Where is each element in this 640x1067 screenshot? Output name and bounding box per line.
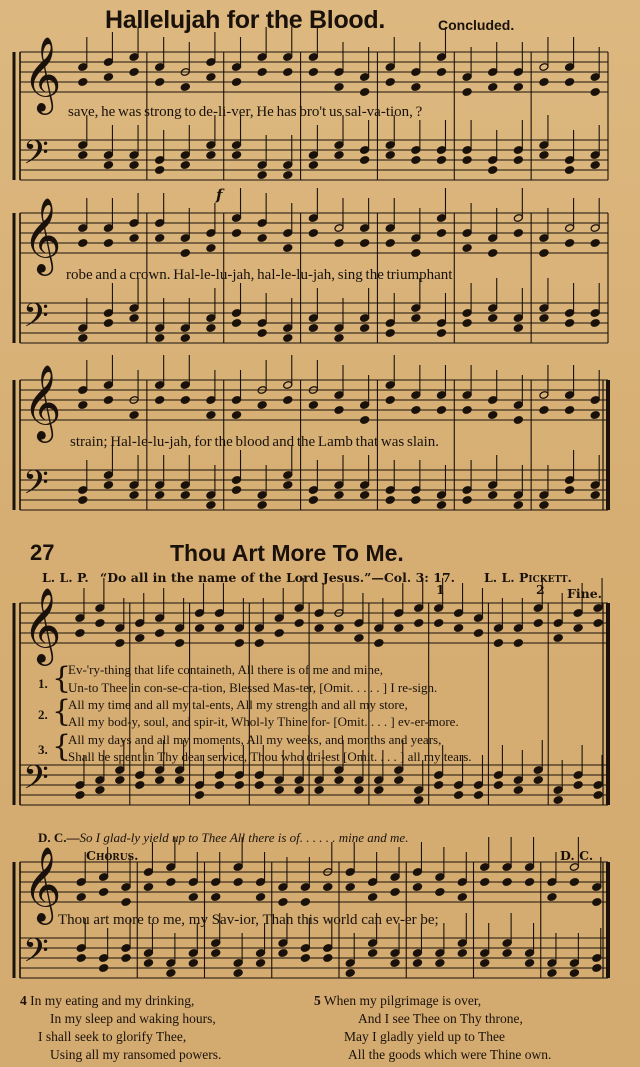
clef-symbol: 𝄞 bbox=[23, 847, 62, 922]
note-head bbox=[175, 776, 185, 785]
note-head bbox=[211, 949, 221, 958]
note-head bbox=[155, 396, 165, 405]
hymn-scripture: “Do all in the name of the Lord Jesus.”—Col. 3: 17. bbox=[100, 570, 455, 585]
note-head bbox=[308, 401, 318, 410]
note-head bbox=[436, 501, 446, 510]
page-subtitle: Concluded. bbox=[438, 17, 515, 33]
note-head bbox=[488, 166, 498, 175]
note-head bbox=[103, 73, 113, 82]
note-head bbox=[234, 639, 244, 648]
note-head bbox=[188, 893, 198, 902]
chorus-label: Chorus. bbox=[86, 848, 139, 863]
note-head bbox=[180, 249, 190, 258]
note-head bbox=[345, 969, 355, 978]
note-head bbox=[180, 334, 190, 343]
note-head bbox=[300, 898, 310, 907]
note-head bbox=[323, 954, 333, 963]
note-head bbox=[547, 893, 557, 902]
fine-mark: Fine. bbox=[567, 586, 603, 601]
note-head bbox=[180, 491, 190, 500]
note-head bbox=[334, 406, 344, 415]
note-head bbox=[411, 496, 421, 505]
note-head bbox=[411, 249, 421, 258]
note-head bbox=[232, 319, 242, 328]
verse-3-number: 3. bbox=[38, 742, 48, 757]
note-head bbox=[278, 898, 288, 907]
note-head bbox=[195, 624, 205, 633]
system-3-lyrics: strain; Hal-le-lu-jah, for the blood and the Lamb that was slain. bbox=[70, 434, 440, 450]
note-head bbox=[334, 624, 344, 633]
note-head bbox=[274, 629, 284, 638]
stanza-4-line-3: I shall seek to glorify Thee, bbox=[38, 1029, 187, 1044]
note-head bbox=[502, 878, 512, 887]
note-head bbox=[78, 78, 88, 87]
verse-brace: { bbox=[52, 729, 72, 764]
note-head bbox=[462, 496, 472, 505]
note-head bbox=[211, 893, 221, 902]
note-head bbox=[129, 314, 139, 323]
note-head bbox=[129, 161, 139, 170]
note-head bbox=[283, 396, 293, 405]
note-head bbox=[539, 78, 549, 87]
note-head bbox=[180, 161, 190, 170]
clef-symbol: 𝄢 bbox=[23, 134, 49, 180]
note-head bbox=[180, 83, 190, 92]
note-head bbox=[385, 329, 395, 338]
chorus-lyrics: Thou art more to me, my Sav-ior, Than this world can ev-er be; bbox=[58, 912, 439, 928]
note-head bbox=[308, 161, 318, 170]
note-head bbox=[374, 639, 384, 648]
note-head bbox=[539, 501, 549, 510]
note-head bbox=[103, 319, 113, 328]
note-head bbox=[75, 791, 85, 800]
note-head bbox=[592, 898, 602, 907]
note-head bbox=[590, 411, 600, 420]
note-head bbox=[573, 624, 583, 633]
note-head bbox=[565, 486, 575, 495]
note-head bbox=[283, 68, 293, 77]
clef-symbol: 𝄞 bbox=[23, 588, 62, 663]
stanza-4-line-1: In my eating and my drinking, bbox=[30, 993, 195, 1008]
note-head bbox=[411, 156, 421, 165]
note-head bbox=[232, 229, 242, 238]
note-head bbox=[593, 619, 603, 628]
note-head bbox=[99, 888, 109, 897]
note-head bbox=[553, 796, 563, 805]
note-head bbox=[78, 334, 88, 343]
clef-symbol: 𝄢 bbox=[23, 297, 49, 343]
ending-2: 2 bbox=[536, 582, 545, 597]
note-head bbox=[155, 491, 165, 500]
note-head bbox=[214, 624, 224, 633]
note-head bbox=[129, 491, 139, 500]
system-1-lyrics: save, he was strong to de-li-ver, He has bro't us sal-va-tion, ? bbox=[68, 104, 423, 120]
note-head bbox=[473, 791, 483, 800]
verse-brace: { bbox=[52, 661, 72, 696]
stanza-5-line-1: When my pilgrimage is over, bbox=[323, 993, 482, 1008]
note-head bbox=[155, 78, 165, 87]
note-head bbox=[488, 249, 498, 258]
stanza-5-line-4: All the goods which were Thine own. bbox=[348, 1047, 552, 1062]
note-head bbox=[254, 781, 264, 790]
note-head bbox=[488, 491, 498, 500]
note-head bbox=[435, 888, 445, 897]
note-head bbox=[175, 639, 185, 648]
note-head bbox=[323, 883, 333, 892]
note-head bbox=[354, 634, 364, 643]
verse-2-line-1: All my time and all my tal-ents, All my strength and all my store, bbox=[68, 697, 408, 712]
note-head bbox=[360, 491, 370, 500]
note-head bbox=[411, 83, 421, 92]
note-head bbox=[256, 959, 266, 968]
dc-text: So I glad-ly yield up to Thee All there is of. . . . . . mine and me. bbox=[79, 830, 409, 845]
stanza-5-line-2: And I see Thee on Thy throne, bbox=[358, 1011, 523, 1026]
note-head bbox=[115, 776, 125, 785]
note-head bbox=[488, 83, 498, 92]
note-head bbox=[411, 314, 421, 323]
note-head bbox=[565, 406, 575, 415]
note-head bbox=[565, 166, 575, 175]
clef-symbol: 𝄢 bbox=[23, 759, 49, 805]
note-head bbox=[480, 878, 490, 887]
stanza-5-number: 5 bbox=[314, 993, 321, 1008]
note-head bbox=[457, 949, 467, 958]
note-head bbox=[480, 959, 490, 968]
note-head bbox=[283, 481, 293, 490]
note-head bbox=[103, 481, 113, 490]
note-head bbox=[206, 151, 216, 160]
note-head bbox=[539, 151, 549, 160]
note-head bbox=[590, 319, 600, 328]
note-head bbox=[360, 416, 370, 425]
note-head bbox=[435, 959, 445, 968]
note-head bbox=[569, 878, 579, 887]
note-head bbox=[103, 396, 113, 405]
note-head bbox=[78, 151, 88, 160]
note-head bbox=[75, 629, 85, 638]
verse-2-line-2: All my bod-y, soul, and spir-it, Whol-ly Thine for- [Omit. . . . ] ev-er-more. bbox=[68, 714, 459, 729]
verse-1-number: 1. bbox=[38, 676, 48, 691]
note-head bbox=[565, 78, 575, 87]
note-head bbox=[206, 73, 216, 82]
note-head bbox=[590, 491, 600, 500]
note-head bbox=[334, 83, 344, 92]
note-head bbox=[155, 776, 165, 785]
note-head bbox=[214, 781, 224, 790]
note-head bbox=[308, 324, 318, 333]
clef-symbol: 𝄞 bbox=[23, 198, 62, 273]
dynamic-marking: f bbox=[216, 186, 223, 204]
note-head bbox=[129, 68, 139, 77]
dc-label: D. C.— bbox=[38, 830, 80, 845]
note-head bbox=[234, 781, 244, 790]
note-head bbox=[533, 776, 543, 785]
stanza-4-number: 4 bbox=[20, 993, 27, 1008]
note-head bbox=[360, 239, 370, 248]
note-head bbox=[232, 151, 242, 160]
note-head bbox=[473, 629, 483, 638]
note-head bbox=[206, 501, 216, 510]
note-head bbox=[590, 239, 600, 248]
note-head bbox=[513, 501, 523, 510]
note-head bbox=[412, 959, 422, 968]
note-head bbox=[553, 634, 563, 643]
note-head bbox=[294, 619, 304, 628]
note-head bbox=[434, 619, 444, 628]
note-head bbox=[385, 151, 395, 160]
note-head bbox=[454, 791, 464, 800]
note-head bbox=[233, 969, 243, 978]
clef-symbol: 𝄢 bbox=[23, 932, 49, 978]
note-head bbox=[457, 893, 467, 902]
note-head bbox=[206, 324, 216, 333]
note-head bbox=[314, 786, 324, 795]
note-head bbox=[394, 776, 404, 785]
note-head bbox=[434, 781, 444, 790]
note-head bbox=[454, 624, 464, 633]
clef-symbol: 𝄞 bbox=[23, 37, 62, 112]
note-head bbox=[565, 239, 575, 248]
note-head bbox=[525, 959, 535, 968]
note-head bbox=[547, 969, 557, 978]
note-head bbox=[488, 411, 498, 420]
note-head bbox=[539, 406, 549, 415]
note-head bbox=[593, 791, 603, 800]
note-head bbox=[385, 78, 395, 87]
verse-3-line-1: All my days and all my moments, All my weeks, and months and years, bbox=[68, 732, 442, 747]
note-head bbox=[233, 878, 243, 887]
note-head bbox=[573, 781, 583, 790]
note-head bbox=[308, 496, 318, 505]
note-head bbox=[334, 776, 344, 785]
note-head bbox=[374, 786, 384, 795]
note-head bbox=[188, 959, 198, 968]
note-head bbox=[414, 619, 424, 628]
note-head bbox=[590, 161, 600, 170]
note-head bbox=[414, 796, 424, 805]
note-head bbox=[95, 619, 105, 628]
note-head bbox=[539, 249, 549, 258]
note-head bbox=[206, 244, 216, 253]
note-head bbox=[308, 229, 318, 238]
note-head bbox=[368, 949, 378, 958]
note-head bbox=[155, 234, 165, 243]
note-head bbox=[99, 964, 109, 973]
note-head bbox=[436, 68, 446, 77]
note-head bbox=[513, 324, 523, 333]
note-head bbox=[533, 619, 543, 628]
note-head bbox=[360, 88, 370, 97]
note-head bbox=[513, 416, 523, 425]
note-head bbox=[436, 329, 446, 338]
note-head bbox=[334, 239, 344, 248]
note-head bbox=[232, 486, 242, 495]
note-head bbox=[143, 959, 153, 968]
note-head bbox=[436, 229, 446, 238]
note-head bbox=[155, 334, 165, 343]
chorus-dc: D. C. bbox=[560, 848, 594, 863]
note-head bbox=[278, 949, 288, 958]
note-head bbox=[412, 883, 422, 892]
note-head bbox=[103, 161, 113, 170]
note-head bbox=[590, 88, 600, 97]
hymn-author: L. L. P. bbox=[42, 570, 89, 585]
note-head bbox=[95, 786, 105, 795]
note-head bbox=[121, 898, 131, 907]
note-head bbox=[513, 156, 523, 165]
hymn-composer: L. L. Pickett. bbox=[484, 570, 572, 585]
note-head bbox=[493, 639, 503, 648]
clef-symbol: 𝄞 bbox=[23, 365, 62, 440]
hymn-title: Thou Art More To Me. bbox=[170, 540, 404, 566]
note-head bbox=[78, 496, 88, 505]
note-head bbox=[539, 314, 549, 323]
note-head bbox=[129, 234, 139, 243]
note-head bbox=[462, 406, 472, 415]
note-head bbox=[300, 954, 310, 963]
stanza-4-line-4: Using all my ransomed powers. bbox=[50, 1047, 222, 1062]
verse-brace: { bbox=[52, 694, 72, 729]
note-head bbox=[334, 334, 344, 343]
note-head bbox=[345, 883, 355, 892]
note-head bbox=[385, 239, 395, 248]
note-head bbox=[592, 964, 602, 973]
note-head bbox=[394, 624, 404, 633]
note-head bbox=[143, 883, 153, 892]
note-head bbox=[565, 319, 575, 328]
ending-1: 1 bbox=[436, 582, 445, 597]
note-head bbox=[155, 629, 165, 638]
note-head bbox=[513, 786, 523, 795]
note-head bbox=[462, 156, 472, 165]
note-head bbox=[436, 156, 446, 165]
note-head bbox=[121, 954, 131, 963]
hymn-number: 27 bbox=[30, 540, 55, 565]
note-head bbox=[354, 786, 364, 795]
note-head bbox=[257, 234, 267, 243]
note-head bbox=[283, 334, 293, 343]
note-head bbox=[314, 624, 324, 633]
note-head bbox=[360, 324, 370, 333]
note-head bbox=[513, 229, 523, 238]
note-head bbox=[76, 954, 86, 963]
note-head bbox=[502, 949, 512, 958]
note-head bbox=[513, 639, 523, 648]
stanza-5-line-3: May I gladly yield up to Thee bbox=[344, 1029, 505, 1044]
stanza-5 bbox=[314, 992, 551, 1064]
note-head bbox=[308, 68, 318, 77]
note-head bbox=[368, 893, 378, 902]
note-head bbox=[334, 491, 344, 500]
note-head bbox=[254, 639, 264, 648]
note-head bbox=[232, 411, 242, 420]
note-head bbox=[385, 396, 395, 405]
note-head bbox=[385, 496, 395, 505]
note-head bbox=[180, 396, 190, 405]
note-head bbox=[513, 83, 523, 92]
note-head bbox=[257, 68, 267, 77]
note-head bbox=[411, 406, 421, 415]
note-head bbox=[129, 411, 139, 420]
note-head bbox=[488, 314, 498, 323]
verse-1-line-2: Un-to Thee in con-se-cra-tion, Blessed Mas-ter, [Omit. . . . . ] I re-sign. bbox=[68, 680, 438, 695]
verse-2-number: 2. bbox=[38, 707, 48, 722]
note-head bbox=[525, 878, 535, 887]
note-head bbox=[294, 786, 304, 795]
note-head bbox=[135, 781, 145, 790]
note-head bbox=[283, 244, 293, 253]
note-head bbox=[283, 171, 293, 180]
note-head bbox=[155, 166, 165, 175]
note-head bbox=[436, 406, 446, 415]
note-head bbox=[257, 171, 267, 180]
note-head bbox=[135, 634, 145, 643]
note-head bbox=[257, 501, 267, 510]
note-head bbox=[206, 411, 216, 420]
note-head bbox=[334, 151, 344, 160]
note-head bbox=[493, 781, 503, 790]
stanza-4-line-2: In my sleep and waking hours, bbox=[50, 1011, 216, 1026]
note-head bbox=[462, 244, 472, 253]
note-head bbox=[569, 969, 579, 978]
note-head bbox=[256, 893, 266, 902]
note-head bbox=[390, 959, 400, 968]
note-head bbox=[232, 78, 242, 87]
note-head bbox=[360, 156, 370, 165]
note-head bbox=[462, 88, 472, 97]
verse-3-line-2: Shall be spent in Thy dear service, Thou who dri-est [Omit. . . . ] all my tears. bbox=[68, 749, 472, 764]
note-head bbox=[274, 786, 284, 795]
note-head bbox=[166, 969, 176, 978]
note-head bbox=[166, 878, 176, 887]
dc-line bbox=[38, 830, 408, 846]
note-head bbox=[257, 401, 267, 410]
note-head bbox=[195, 791, 205, 800]
note-head bbox=[115, 639, 125, 648]
clef-symbol: 𝄢 bbox=[23, 464, 49, 510]
page-title: Hallelujah for the Blood. bbox=[105, 6, 386, 34]
stanza-4 bbox=[20, 992, 221, 1064]
note-head bbox=[103, 239, 113, 248]
note-head bbox=[78, 239, 88, 248]
note-head bbox=[257, 329, 267, 338]
verse-1-line-1: Ev-'ry-thing that life containeth, All there is of me and mine, bbox=[68, 662, 383, 677]
note-head bbox=[390, 888, 400, 897]
note-head bbox=[462, 319, 472, 328]
note-head bbox=[76, 893, 86, 902]
note-head bbox=[78, 401, 88, 410]
system-2-lyrics: robe and a crown. Hal-le-lu-jah, hal-le-lu-jah, sing the triumphant bbox=[66, 267, 453, 283]
